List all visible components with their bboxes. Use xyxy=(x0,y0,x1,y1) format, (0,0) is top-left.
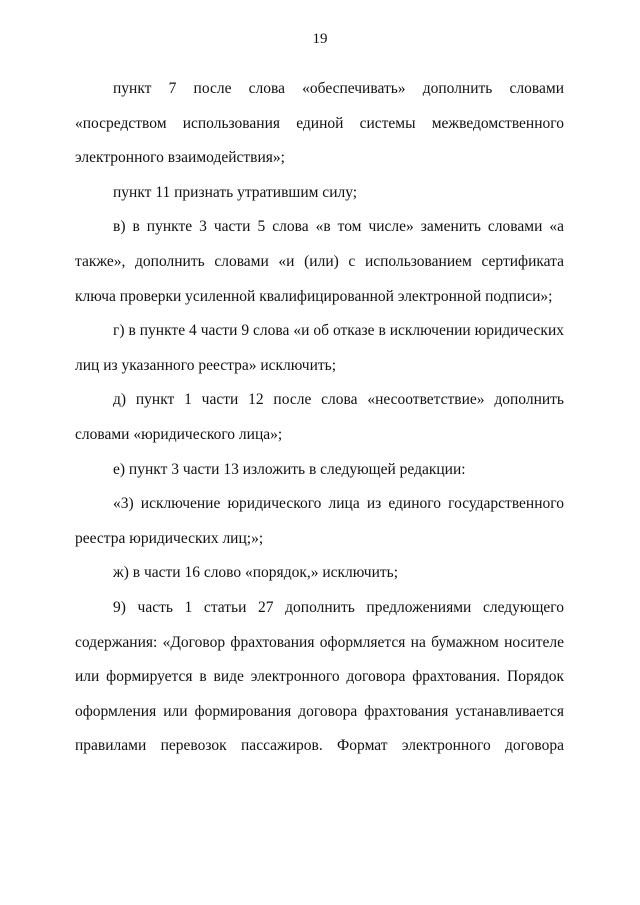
paragraph-subitem-v: в) в пункте 3 части 5 слова «в том числе» заменить словами «а также», дополнить словами «и (или) с использованием сертификата ключа проверки усиленной квалифицированной электронной подписи»; xyxy=(75,218,564,305)
paragraph-item-7: пункт 7 после слова «обеспечивать» дополнить словами «посредством использования единой системы межведомственного электронного взаимодействия»; xyxy=(75,80,564,167)
paragraph-item-9: 9) часть 1 статьи 27 дополнить предложениями следующего содержания: «Договор фрахтования оформляется на бумажном носителе или формируется в виде электронного договора фрахтования. Порядок оформления или формирования договора фрахтования устанавливается правилами перевозок пассажиров. Формат электронного договора xyxy=(75,598,564,755)
page-number: 19 xyxy=(312,31,328,47)
paragraph-subitem-d: д) пункт 1 части 12 после слова «несоответствие» дополнить словами «юридического лица»; xyxy=(75,391,564,443)
paragraph-subitem-g: г) в пункте 4 части 9 слова «и об отказе в исключении юридических лиц из указанного реестра» исключить; xyxy=(75,322,564,374)
paragraph-item-11: пункт 11 признать утратившим силу; xyxy=(113,183,358,201)
paragraph-quoted-item-3: «3) исключение юридического лица из единого государственного реестра юридических лиц;»; xyxy=(75,495,564,547)
document-body xyxy=(75,72,564,764)
paragraph-subitem-e: е) пункт 3 части 13 изложить в следующей редакции: xyxy=(113,460,466,478)
paragraph-subitem-zh: ж) в части 16 слово «порядок,» исключить; xyxy=(113,564,399,582)
